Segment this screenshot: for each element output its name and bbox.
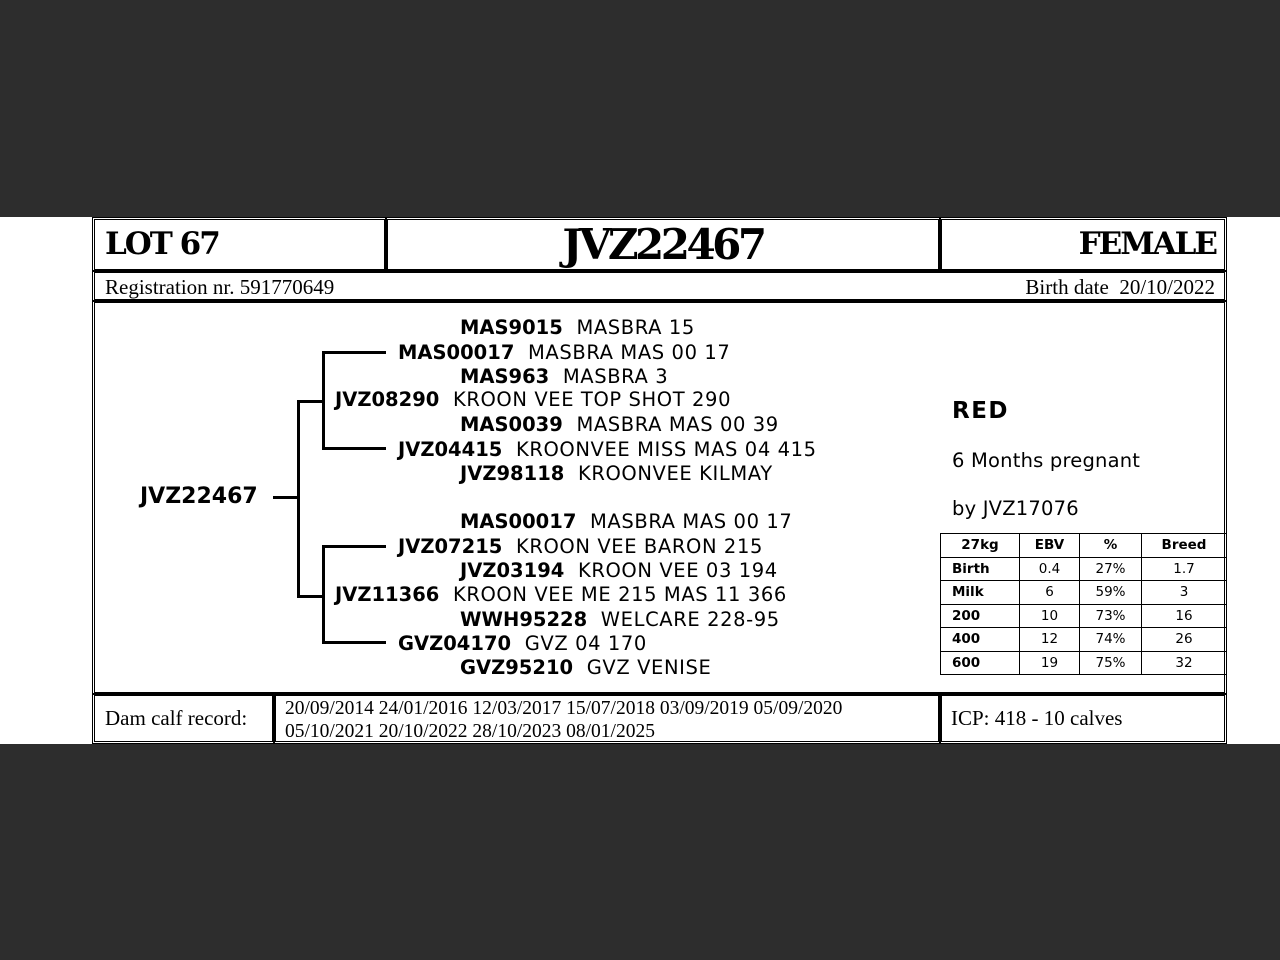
pedigree-sire-sire-dam: MAS963 MASBRA 3 [460, 365, 669, 388]
pedigree-line [322, 447, 386, 450]
pedigree-sire-dam-dam: JVZ98118 KROONVEE KILMAY [460, 462, 773, 485]
table-row [941, 651, 1227, 675]
ebv-cell: 1.7 [1142, 557, 1227, 581]
table-row [941, 557, 1227, 581]
birth-date-label: Birth date [1025, 275, 1109, 299]
ebv-cell: 10 [1020, 604, 1080, 628]
ebv-cell: 19 [1020, 651, 1080, 675]
ebv-row-label: 400 [941, 628, 1020, 652]
pedigree-sire: JVZ08290 KROON VEE TOP SHOT 290 [335, 388, 732, 411]
birth-date [1025, 274, 1215, 300]
pedigree-dam-sire-sire: MAS00017 MASBRA MAS 00 17 [460, 510, 793, 533]
pedigree-line [322, 351, 386, 354]
animal-id-title: JVZ22467 [562, 220, 764, 269]
pedigree-dam-dam-dam: GVZ95210 GVZ VENISE [460, 656, 712, 679]
service-sire: by JVZ17076 [952, 497, 1079, 520]
calf-record-label: Dam calf record: [105, 706, 248, 730]
ebv-row-label: Birth [941, 557, 1020, 581]
ebv-row-label: 600 [941, 651, 1020, 675]
ebv-cell: 75% [1080, 651, 1142, 675]
pedigree-line [297, 595, 325, 598]
ebv-header-cell: Breed [1142, 534, 1227, 558]
pedigree-dam-dam-sire: WWH95228 WELCARE 228-95 [460, 608, 780, 631]
pedigree-line [322, 351, 325, 450]
pedigree-line [297, 400, 300, 598]
ebv-cell: 12 [1020, 628, 1080, 652]
pedigree-line [297, 400, 325, 403]
table-row [941, 604, 1227, 628]
pedigree-subject: JVZ22467 [140, 484, 258, 509]
ebv-header-cell: % [1080, 534, 1142, 558]
lot-number: LOT 67 [105, 226, 219, 262]
pedigree-dam-sire: JVZ07215 KROON VEE BARON 215 [398, 535, 763, 558]
ebv-cell: 6 [1020, 581, 1080, 605]
ebv-cell: 32 [1142, 651, 1227, 675]
ebv-cell: 3 [1142, 581, 1227, 605]
ebv-cell: 26 [1142, 628, 1227, 652]
pedigree-line [322, 641, 386, 644]
colour-label: RED [952, 398, 1010, 424]
ebv-header-row [941, 534, 1227, 558]
pedigree-sire-sire-sire: MAS9015 MASBRA 15 [460, 316, 695, 339]
ebv-table [940, 533, 1227, 675]
pedigree-sire-dam-sire: MAS0039 MASBRA MAS 00 39 [460, 413, 779, 436]
pregnancy-status: 6 Months pregnant [952, 449, 1141, 472]
pedigree-dam-sire-dam: JVZ03194 KROON VEE 03 194 [460, 559, 778, 582]
ebv-cell: 0.4 [1020, 557, 1080, 581]
ebv-cell: 74% [1080, 628, 1142, 652]
pedigree-line [322, 545, 325, 644]
registration-value: 591770649 [239, 275, 335, 299]
birth-date-value: 20/10/2022 [1119, 275, 1215, 299]
pedigree-dam: JVZ11366 KROON VEE ME 215 MAS 11 366 [335, 583, 787, 606]
ebv-cell: 16 [1142, 604, 1227, 628]
icp-summary: ICP: 418 - 10 calves [951, 706, 1123, 730]
pedigree-sire-dam: JVZ04415 KROONVEE MISS MAS 04 415 [398, 438, 817, 461]
pedigree-line [322, 545, 386, 548]
ebv-header-cell: 27kg [941, 534, 1020, 558]
table-row [941, 628, 1227, 652]
table-row [941, 581, 1227, 605]
registration-number [105, 274, 334, 300]
ebv-header-cell: EBV [1020, 534, 1080, 558]
ebv-row-label: Milk [941, 581, 1020, 605]
ebv-cell: 59% [1080, 581, 1142, 605]
ebv-cell: 27% [1080, 557, 1142, 581]
calf-dates-line: 20/09/2014 24/01/2016 12/03/2017 15/07/2018 03/09/2019 05/09/2020 [285, 698, 843, 719]
calf-record-dates [285, 697, 935, 743]
pedigree-dam-dam: GVZ04170 GVZ 04 170 [398, 632, 647, 655]
sex-label: FEMALE [1078, 226, 1216, 262]
calf-dates-line: 05/10/2021 20/10/2022 28/10/2023 08/01/2025 [285, 721, 655, 742]
registration-label: Registration nr. [105, 275, 235, 299]
pedigree-sire-sire: MAS00017 MASBRA MAS 00 17 [398, 341, 731, 364]
pedigree-line [273, 496, 297, 499]
ebv-row-label: 200 [941, 604, 1020, 628]
ebv-cell: 73% [1080, 604, 1142, 628]
